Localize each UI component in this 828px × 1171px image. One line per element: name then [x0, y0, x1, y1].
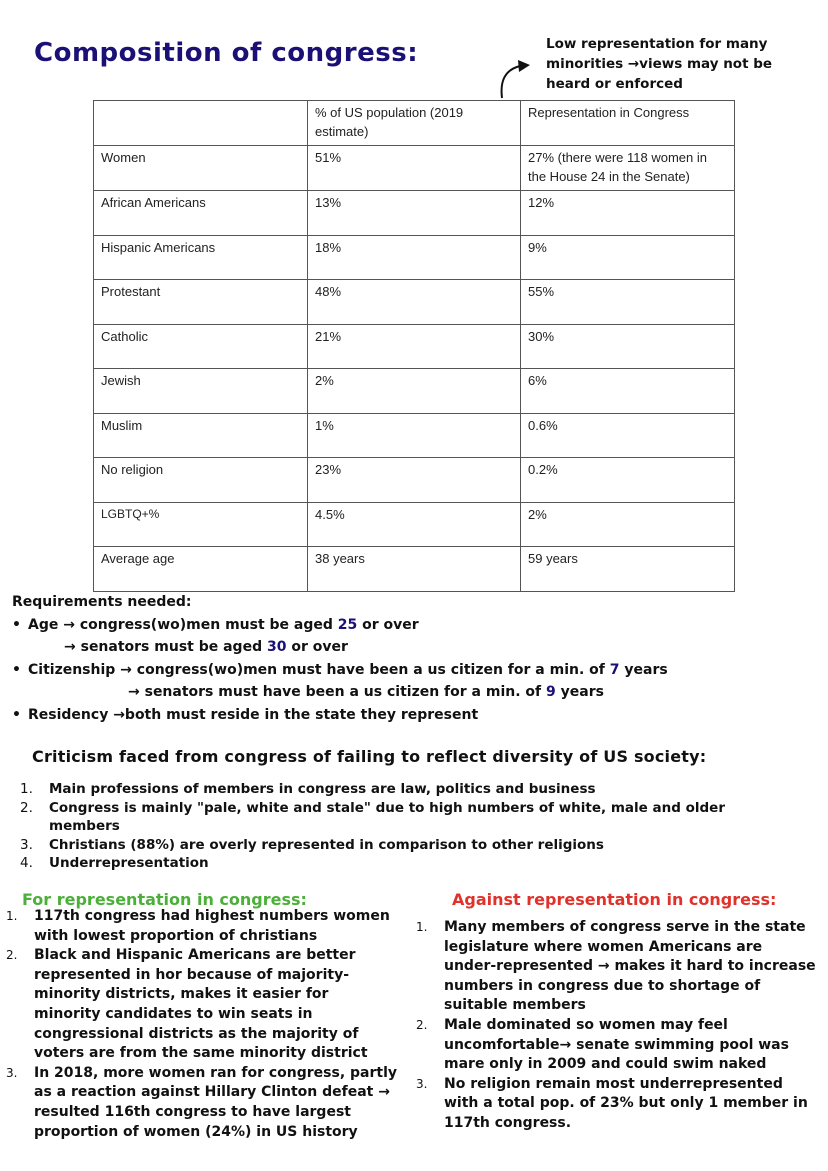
item-number: 1.: [416, 920, 428, 934]
table-row: [94, 547, 735, 592]
population-cell: 23%: [308, 458, 521, 503]
age-number: 25: [337, 616, 358, 633]
item-number: 3.: [20, 836, 33, 853]
congress-cell: 55%: [521, 280, 735, 325]
item-number: 4.: [20, 855, 33, 871]
congress-cell: 0.6%: [521, 413, 735, 458]
table-row: [94, 458, 735, 503]
population-cell: 21%: [308, 324, 521, 369]
congress-cell: 12%: [521, 191, 735, 236]
item-text: Many members of congress serve in the state legislature where women Americans are under-represented → makes it hard to increase numbers in congress due to shortage of suitable members: [444, 919, 816, 1014]
item-number: 3.: [416, 1076, 428, 1091]
list-item: [6, 946, 398, 1064]
against-heading: Against representation in congress:: [452, 890, 777, 909]
table-row: [94, 191, 735, 236]
item-number: 2.: [416, 1017, 428, 1032]
against-list: [416, 918, 816, 1134]
item-text: In 2018, more women ran for congress, partly as a reaction against Hillary Clinton defeat → resulted 116th congress to have largest proportion of women (24%) in US history: [34, 1064, 397, 1140]
criticism-heading: Criticism faced from congress of failing to reflect diversity of US society:: [32, 747, 707, 766]
requirements-heading: Requirements needed:: [12, 594, 192, 610]
requirement-text: Age → congress(wo)men must be aged: [28, 616, 338, 633]
bullet-icon: •: [12, 706, 21, 723]
list-item: [416, 1075, 816, 1134]
requirement-text: Residency →both must reside in the state they represent: [28, 706, 479, 723]
list-item: [20, 836, 780, 855]
curved-arrow-icon: [494, 52, 532, 100]
row-label: Muslim: [94, 413, 308, 458]
item-number: 3.: [6, 1065, 18, 1080]
row-label: LGBTQ+%: [94, 502, 308, 547]
table-row: [94, 280, 735, 325]
congress-cell: 9%: [521, 235, 735, 280]
population-cell: 18%: [308, 235, 521, 280]
list-item: [416, 1016, 816, 1075]
requirement-age-congress: [12, 614, 822, 637]
population-cell: 2%: [308, 369, 521, 414]
list-item: [20, 780, 780, 799]
table-row: [94, 369, 735, 414]
congress-cell: 2%: [521, 502, 735, 547]
header-cell-congress: Representation in Congress: [521, 101, 735, 146]
criticism-list: [20, 780, 780, 873]
requirement-text: → senators must be aged: [64, 639, 267, 655]
bullet-icon: •: [12, 661, 21, 678]
table-row: [94, 324, 735, 369]
congress-cell: 6%: [521, 369, 735, 414]
row-label: Average age: [94, 547, 308, 592]
for-list: [6, 907, 398, 1142]
item-number: 1.: [20, 781, 33, 797]
item-text: 117th congress had highest numbers women with lowest proportion of christians: [34, 908, 390, 944]
item-number: 2.: [20, 799, 33, 816]
population-cell: 38 years: [308, 547, 521, 592]
table-row: [94, 235, 735, 280]
congress-cell: 27% (there were 118 women in the House 24 in the Senate): [521, 146, 735, 191]
item-text: Congress is mainly "pale, white and stale" due to high numbers of white, male and older members: [49, 799, 725, 834]
congress-cell: 59 years: [521, 547, 735, 592]
list-item: [6, 1064, 398, 1142]
congress-cell: 0.2%: [521, 458, 735, 503]
requirement-text: or over: [286, 639, 348, 655]
population-cell: 48%: [308, 280, 521, 325]
population-cell: 13%: [308, 191, 521, 236]
item-text: Male dominated so women may feel uncomfortable→ senate swimming pool was mare only in 2009 and could swim naked: [444, 1016, 789, 1073]
row-label: No religion: [94, 458, 308, 503]
side-note: Low representation for many minorities →views may not be heard or enforced: [546, 36, 773, 92]
row-label: Hispanic Americans: [94, 235, 308, 280]
requirement-citizenship-congress: [12, 659, 822, 682]
item-text: No religion remain most underrepresented with a total pop. of 23% but only 1 member in 117th congress.: [444, 1075, 808, 1131]
header-cell-empty: [94, 101, 308, 146]
list-item: [20, 854, 780, 873]
table-header-row: [94, 101, 735, 146]
item-number: 2.: [6, 948, 18, 963]
requirement-text: years: [555, 684, 604, 700]
item-text: Main professions of members in congress are law, politics and business: [49, 781, 596, 797]
list-item: [20, 799, 780, 836]
list-item: [416, 918, 816, 1016]
requirement-text: or over: [357, 616, 419, 633]
table-row: [94, 413, 735, 458]
congress-cell: 30%: [521, 324, 735, 369]
population-cell: 4.5%: [308, 502, 521, 547]
for-heading: For representation in congress:: [22, 890, 307, 909]
row-label: African Americans: [94, 191, 308, 236]
population-cell: 1%: [308, 413, 521, 458]
years-number: 7: [609, 661, 620, 678]
table-row: [94, 146, 735, 191]
item-text: Black and Hispanic Americans are better represented in hor because of majority-minority districts, makes it easier for minority candidates to win seats in congressional districts as the majority of voters are from the same minority district: [34, 947, 368, 1062]
requirement-text: Citizenship → congress(wo)men must have been a us citizen for a min. of: [28, 661, 610, 678]
requirement-citizenship-senate: [12, 681, 822, 704]
requirements-section: [12, 591, 822, 726]
row-label: Women: [94, 146, 308, 191]
row-label: Jewish: [94, 369, 308, 414]
row-label: Protestant: [94, 280, 308, 325]
population-cell: 51%: [308, 146, 521, 191]
requirement-residency: [12, 704, 822, 727]
years-number: 9: [546, 684, 556, 700]
composition-table: [93, 100, 735, 592]
page-title: Composition of congress:: [34, 38, 419, 68]
header-cell-population: % of US population (2019 estimate): [308, 101, 521, 146]
item-text: Christians (88%) are overly represented in comparison to other religions: [49, 836, 604, 853]
row-label: Catholic: [94, 324, 308, 369]
requirement-text: → senators must have been a us citizen for a min. of: [128, 684, 546, 700]
requirement-age-senate: [12, 636, 822, 659]
table-row: [94, 502, 735, 547]
item-number: 1.: [6, 909, 18, 923]
list-item: [6, 907, 398, 946]
item-text: Underrepresentation: [49, 855, 209, 871]
bullet-icon: •: [12, 616, 21, 633]
age-number: 30: [266, 639, 287, 655]
requirement-text: years: [619, 661, 668, 678]
